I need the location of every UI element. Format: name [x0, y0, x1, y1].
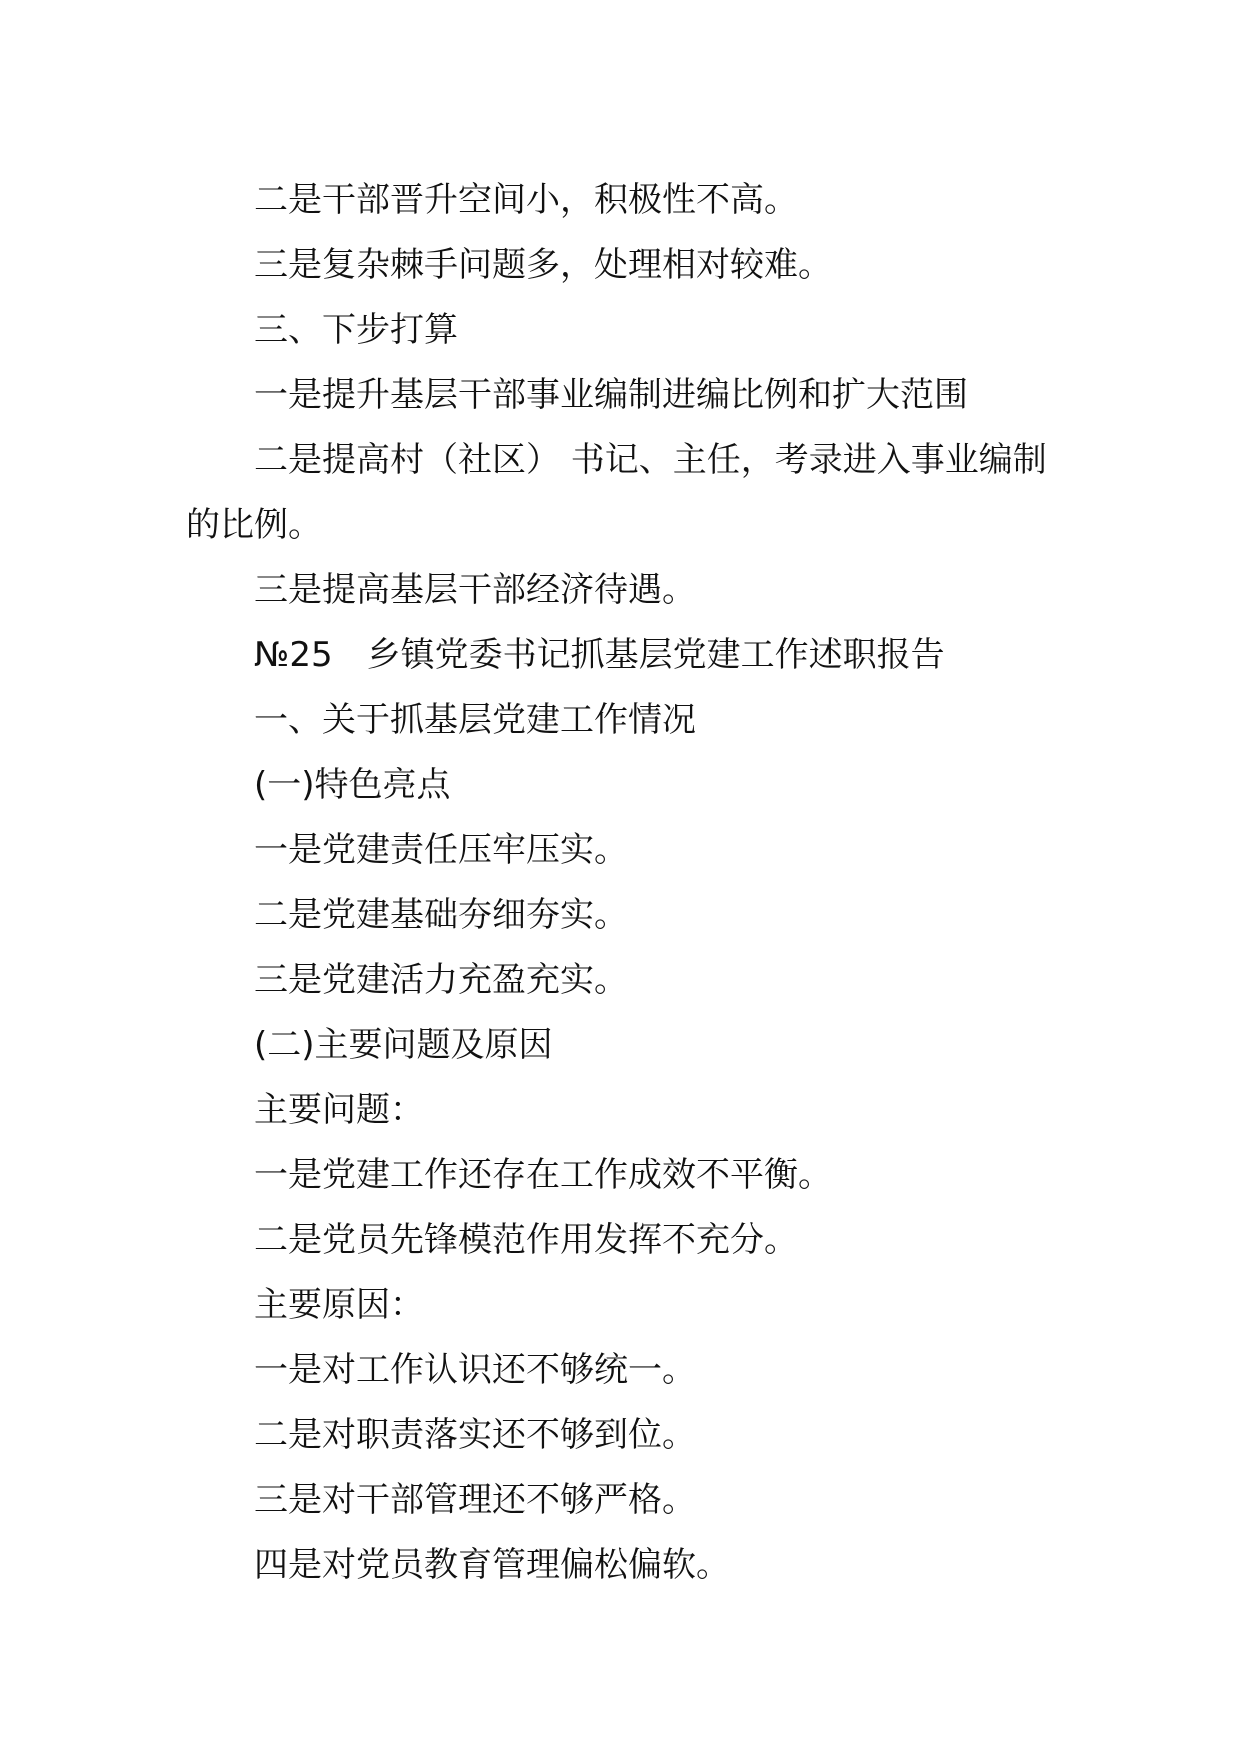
- paragraph: 三是复杂棘手问题多，处理相对较难。: [254, 245, 832, 285]
- section-heading: 三、下步打算: [254, 310, 458, 350]
- paragraph: 二是党建基础夯细夯实。: [254, 895, 628, 935]
- section-heading: 一、关于抓基层党建工作情况: [254, 700, 696, 740]
- paragraph: 一是提升基层干部事业编制进编比例和扩大范围: [254, 375, 968, 415]
- report-title: №25 乡镇党委书记抓基层党建工作述职报告: [254, 635, 945, 675]
- paragraph: 二是党员先锋模范作用发挥不充分。: [254, 1220, 798, 1260]
- paragraph: 二是对职责落实还不够到位。: [254, 1415, 696, 1455]
- paragraph: 一是党建工作还存在工作成效不平衡。: [254, 1155, 832, 1195]
- paragraph: 三是提高基层干部经济待遇。: [254, 570, 696, 610]
- paragraph: 二是提高村（社区） 书记、主任，考录进入事业编制的比例。: [186, 440, 1047, 545]
- paragraph: 四是对党员教育管理偏松偏软。: [254, 1545, 730, 1585]
- paragraph: 二是干部晋升空间小，积极性不高。: [254, 180, 798, 220]
- subsection-heading: (一)特色亮点: [254, 765, 451, 805]
- paragraph: 一是党建责任压牢压实。: [254, 830, 628, 870]
- paragraph: 一是对工作认识还不够统一。: [254, 1350, 696, 1390]
- document-body: [186, 168, 1066, 1598]
- list-label: 主要原因：: [254, 1285, 424, 1325]
- list-label: 主要问题：: [254, 1090, 424, 1130]
- subsection-heading: (二)主要问题及原因: [254, 1025, 553, 1065]
- paragraph: 三是对干部管理还不够严格。: [254, 1480, 696, 1520]
- paragraph: 三是党建活力充盈充实。: [254, 960, 628, 1000]
